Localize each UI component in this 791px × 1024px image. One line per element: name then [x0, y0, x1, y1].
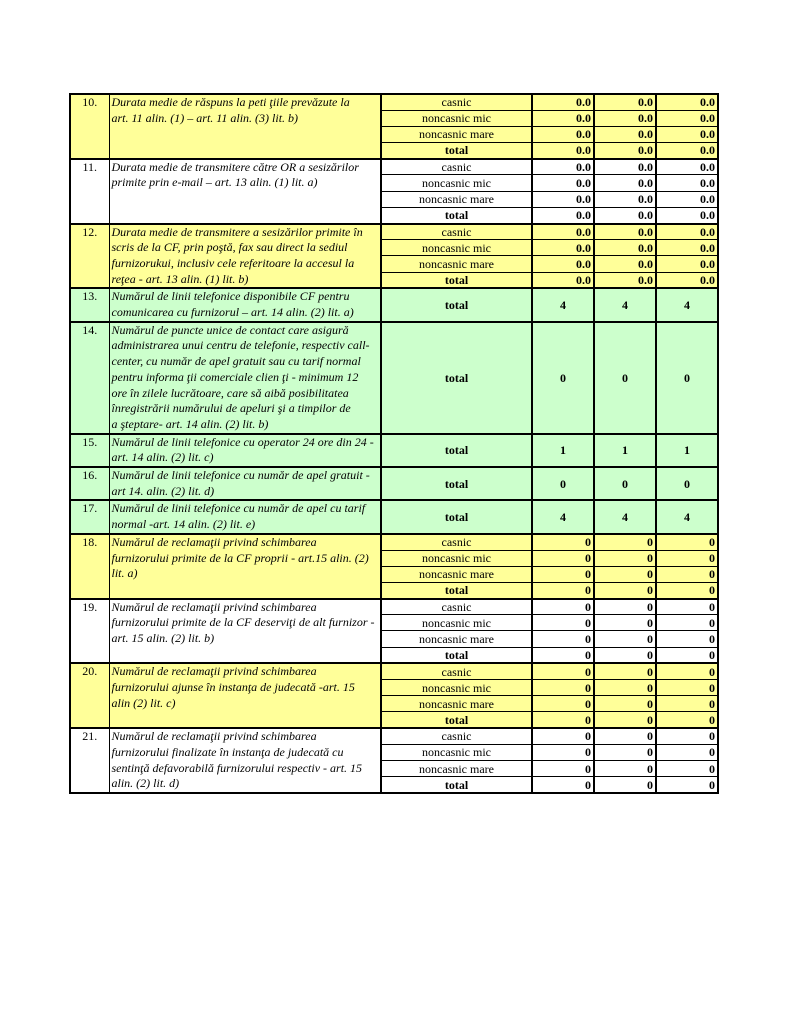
value-cell: 0 [532, 744, 594, 760]
category-cell: casnic [381, 728, 532, 744]
row-description: Numărul de linii telefonice disponibile CF pentru comunicarea cu furnizorul – art. 14 alin. (2) lit. a) [109, 288, 381, 321]
value-cell: 0.0 [656, 256, 718, 272]
value-cell: 0.0 [656, 207, 718, 223]
value-cell: 0 [656, 761, 718, 777]
row-description: Numărul de puncte unice de contact care asigură administrarea unui centru de telefonie, respectiv call- center, cu număr de apel gratuit sau cu tarif normal pentru informa ţii comerciale clien ţi - minimum 12 ore în zilele lucrătoare, care să aibă posibilitatea înregistrării numărului de apeluri şi a timpilor de a şteptare- art. 14 alin. (2) lit. b) [109, 322, 381, 434]
category-cell: casnic [381, 159, 532, 175]
value-cell: 0 [532, 696, 594, 712]
category-cell: total [381, 272, 532, 288]
value-cell: 0.0 [532, 143, 594, 159]
category-cell: noncasnic mic [381, 175, 532, 191]
value-cell: 0.0 [656, 94, 718, 110]
category-cell: total [381, 288, 532, 321]
value-cell: 0 [656, 534, 718, 550]
value-cell: 0 [656, 599, 718, 615]
value-cell: 0.0 [532, 126, 594, 142]
value-cell: 0 [532, 534, 594, 550]
value-cell: 0 [656, 728, 718, 744]
row-number: 12. [70, 224, 109, 289]
row-description: Numărul de linii telefonice cu operator 24 ore din 24 - art. 14 alin. (2) lit. c) [109, 434, 381, 467]
value-cell: 0.0 [594, 159, 656, 175]
value-cell: 0.0 [532, 240, 594, 256]
value-cell: 0 [594, 631, 656, 647]
table-row [70, 534, 718, 550]
table-row [70, 599, 718, 615]
value-cell: 0 [594, 696, 656, 712]
value-cell: 0 [532, 550, 594, 566]
value-cell: 0.0 [656, 110, 718, 126]
category-cell: casnic [381, 224, 532, 240]
value-cell: 0.0 [532, 272, 594, 288]
category-cell: noncasnic mic [381, 615, 532, 631]
value-cell: 0 [656, 744, 718, 760]
row-description: Numărul de reclamaţii privind schimbarea furnizorului primite de la CF deserviţi de alt furnizor - art. 15 alin. (2) lit. b) [109, 599, 381, 664]
value-cell: 0 [594, 777, 656, 793]
category-cell: casnic [381, 534, 532, 550]
value-cell: 4 [594, 500, 656, 533]
value-cell: 0 [656, 680, 718, 696]
value-cell: 1 [594, 434, 656, 467]
value-cell: 0 [532, 467, 594, 500]
category-cell: noncasnic mic [381, 550, 532, 566]
row-description: Numărul de reclamaţii privind schimbarea furnizorului finalizate în instanţa de judecată cu sentinţă defavorabilă furnizorului respectiv - art. 15 alin. (2) lit. d) [109, 728, 381, 793]
value-cell: 0 [656, 582, 718, 598]
value-cell: 0.0 [594, 143, 656, 159]
table-row [70, 500, 718, 533]
table-row [70, 94, 718, 110]
value-cell: 0 [656, 777, 718, 793]
value-cell: 0.0 [594, 191, 656, 207]
category-cell: casnic [381, 599, 532, 615]
value-cell: 0 [532, 631, 594, 647]
category-cell: noncasnic mare [381, 191, 532, 207]
report-table [69, 93, 719, 794]
value-cell: 0 [594, 467, 656, 500]
category-cell: total [381, 777, 532, 793]
value-cell: 0.0 [532, 110, 594, 126]
category-cell: noncasnic mic [381, 680, 532, 696]
value-cell: 0 [532, 599, 594, 615]
value-cell: 0.0 [656, 175, 718, 191]
value-cell: 4 [656, 288, 718, 321]
value-cell: 0 [656, 322, 718, 434]
category-cell: total [381, 500, 532, 533]
table-row [70, 288, 718, 321]
value-cell: 0 [532, 615, 594, 631]
row-number: 19. [70, 599, 109, 664]
value-cell: 0.0 [594, 175, 656, 191]
category-cell: total [381, 582, 532, 598]
category-cell: total [381, 322, 532, 434]
value-cell: 0.0 [532, 256, 594, 272]
value-cell: 0 [656, 566, 718, 582]
value-cell: 0 [594, 761, 656, 777]
value-cell: 0 [594, 647, 656, 663]
value-cell: 4 [594, 288, 656, 321]
report-table-body [70, 94, 718, 793]
value-cell: 0 [594, 322, 656, 434]
value-cell: 0.0 [656, 143, 718, 159]
value-cell: 0.0 [594, 110, 656, 126]
value-cell: 0.0 [532, 94, 594, 110]
value-cell: 0 [532, 712, 594, 728]
category-cell: noncasnic mic [381, 110, 532, 126]
value-cell: 0 [594, 599, 656, 615]
value-cell: 0.0 [532, 175, 594, 191]
table-row [70, 663, 718, 679]
value-cell: 0 [594, 550, 656, 566]
row-number: 18. [70, 534, 109, 599]
value-cell: 0 [532, 663, 594, 679]
value-cell: 0 [594, 680, 656, 696]
value-cell: 0 [532, 322, 594, 434]
category-cell: total [381, 207, 532, 223]
value-cell: 0 [656, 712, 718, 728]
value-cell: 1 [532, 434, 594, 467]
value-cell: 0 [532, 566, 594, 582]
category-cell: noncasnic mic [381, 744, 532, 760]
table-row [70, 322, 718, 434]
category-cell: noncasnic mare [381, 631, 532, 647]
row-number: 16. [70, 467, 109, 500]
category-cell: casnic [381, 663, 532, 679]
category-cell: noncasnic mare [381, 126, 532, 142]
row-description: Numărul de reclamaţii privind schimbarea furnizorului ajunse în instanţa de judecată -art. 15 alin (2) lit. c) [109, 663, 381, 728]
row-description: Numărul de reclamaţii privind schimbarea furnizorului primite de la CF proprii - art.15 alin. (2) lit. a) [109, 534, 381, 599]
row-number: 21. [70, 728, 109, 793]
value-cell: 0.0 [594, 224, 656, 240]
value-cell: 0 [532, 777, 594, 793]
category-cell: total [381, 467, 532, 500]
value-cell: 0.0 [656, 159, 718, 175]
row-description: Durata medie de transmitere către OR a sesizărilor primite prin e-mail – art. 13 alin. (1) lit. a) [109, 159, 381, 224]
value-cell: 0.0 [532, 224, 594, 240]
value-cell: 0 [594, 728, 656, 744]
value-cell: 1 [656, 434, 718, 467]
value-cell: 0.0 [656, 191, 718, 207]
table-row [70, 159, 718, 175]
value-cell: 0 [594, 566, 656, 582]
row-number: 14. [70, 322, 109, 434]
value-cell: 0 [594, 534, 656, 550]
value-cell: 0 [656, 467, 718, 500]
row-number: 10. [70, 94, 109, 159]
value-cell: 0.0 [656, 224, 718, 240]
category-cell: noncasnic mic [381, 240, 532, 256]
value-cell: 0 [656, 550, 718, 566]
value-cell: 4 [532, 500, 594, 533]
category-cell: total [381, 143, 532, 159]
row-description: Numărul de linii telefonice cu număr de apel gratuit - art 14. alin. (2) lit. d) [109, 467, 381, 500]
value-cell: 0.0 [594, 94, 656, 110]
value-cell: 0.0 [532, 207, 594, 223]
value-cell: 0.0 [656, 272, 718, 288]
row-description: Numărul de linii telefonice cu număr de apel cu tarif normal -art. 14 alin. (2) lit. e) [109, 500, 381, 533]
table-row [70, 434, 718, 467]
value-cell: 0 [656, 663, 718, 679]
row-description: Durata medie de transmitere a sesizărilor primite în scris de la CF, prin poştă, fax sau direct la sediul furnizorukui, inclusiv cele referitoare la accesul la reţea - art. 13 alin. (1) lit. b) [109, 224, 381, 289]
value-cell: 0.0 [656, 240, 718, 256]
table-row [70, 224, 718, 240]
value-cell: 0 [532, 761, 594, 777]
row-number: 17. [70, 500, 109, 533]
row-description: Durata medie de răspuns la peti ţiile prevăzute la art. 11 alin. (1) – art. 11 alin. (3) lit. b) [109, 94, 381, 159]
value-cell: 0 [532, 647, 594, 663]
value-cell: 0.0 [532, 191, 594, 207]
row-number: 20. [70, 663, 109, 728]
value-cell: 0 [594, 582, 656, 598]
value-cell: 0.0 [594, 126, 656, 142]
value-cell: 0 [532, 680, 594, 696]
value-cell: 0 [656, 631, 718, 647]
value-cell: 0 [594, 663, 656, 679]
category-cell: casnic [381, 94, 532, 110]
category-cell: noncasnic mare [381, 256, 532, 272]
table-row [70, 467, 718, 500]
value-cell: 4 [532, 288, 594, 321]
value-cell: 4 [656, 500, 718, 533]
row-number: 13. [70, 288, 109, 321]
category-cell: total [381, 434, 532, 467]
table-row [70, 728, 718, 744]
row-number: 11. [70, 159, 109, 224]
value-cell: 0 [656, 615, 718, 631]
value-cell: 0.0 [594, 240, 656, 256]
category-cell: noncasnic mare [381, 761, 532, 777]
value-cell: 0 [532, 728, 594, 744]
value-cell: 0 [656, 696, 718, 712]
value-cell: 0 [532, 582, 594, 598]
value-cell: 0 [594, 744, 656, 760]
category-cell: total [381, 647, 532, 663]
category-cell: noncasnic mare [381, 566, 532, 582]
row-number: 15. [70, 434, 109, 467]
value-cell: 0.0 [594, 207, 656, 223]
value-cell: 0.0 [594, 256, 656, 272]
value-cell: 0.0 [594, 272, 656, 288]
value-cell: 0 [594, 615, 656, 631]
value-cell: 0 [594, 712, 656, 728]
value-cell: 0 [656, 647, 718, 663]
category-cell: total [381, 712, 532, 728]
value-cell: 0.0 [656, 126, 718, 142]
category-cell: noncasnic mare [381, 696, 532, 712]
value-cell: 0.0 [532, 159, 594, 175]
